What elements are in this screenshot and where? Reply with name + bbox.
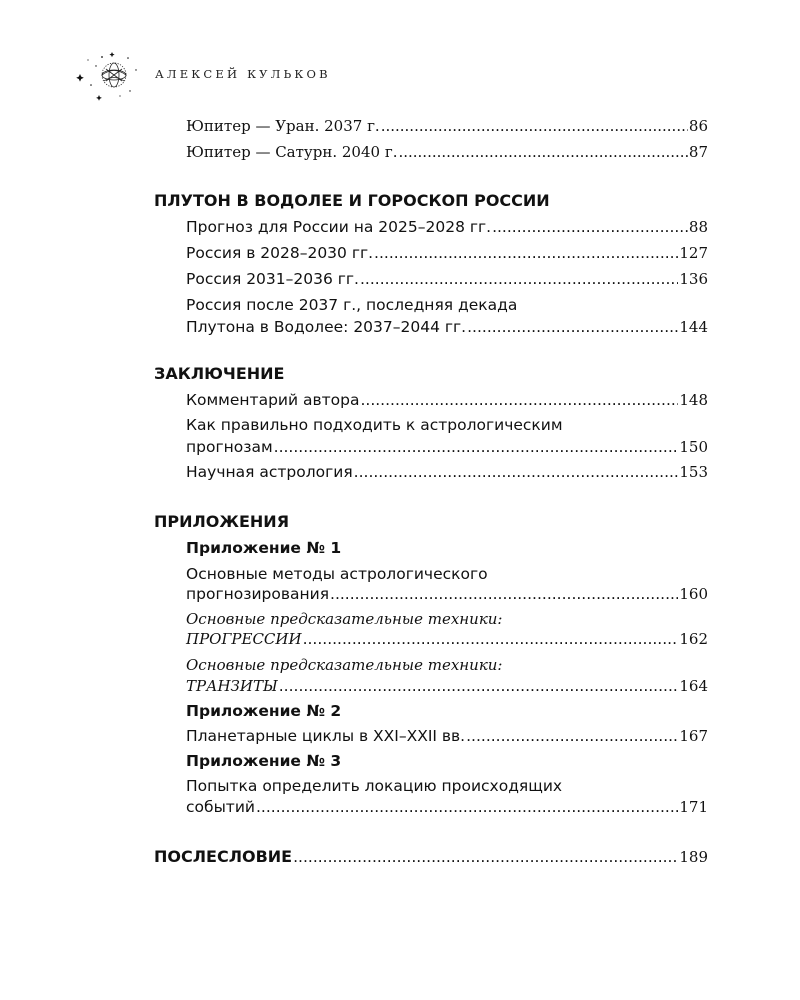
toc-entry-title: Юпитер — Сатурн. 2040 г. [186,143,398,161]
toc-entry[interactable] [186,462,708,482]
toc-entry-page: 144 [679,318,708,336]
toc-entry-title: Прогноз для России на 2025–2028 гг. [186,218,492,236]
toc-entry-page: 136 [679,270,708,288]
section-heading[interactable]: ЗАКЛЮЧЕНИЕ [154,364,285,383]
leader-dots [293,847,678,867]
toc-entry[interactable] [186,217,708,237]
toc-entry[interactable] [186,629,708,649]
toc-entry-title: Планетарные циклы в XXI–XXII вв. [186,727,466,745]
leader-dots [492,217,688,237]
toc-entry-page: 153 [679,463,708,481]
toc-entry-title-line2: Плутона в Водолее: 2037–2044 гг. [186,318,467,336]
toc-entry-page: 150 [679,438,708,456]
toc-entry-title-line2: ПРОГРЕССИИ [186,630,302,648]
toc-entry-page: 162 [679,630,708,648]
leader-dots [360,390,678,410]
toc-entry[interactable] [186,390,708,410]
leader-dots [354,462,679,482]
toc-entry-title: Юпитер — Уран. 2037 г. [186,117,380,135]
toc-entry[interactable] [186,116,708,136]
toc-entry-title-line1[interactable]: Основные методы астрологического [186,565,488,583]
toc-entry-title-line2: событий [186,798,255,816]
toc-entry-page: 171 [679,798,708,816]
section-heading[interactable]: ПРИЛОЖЕНИЯ [154,512,290,531]
subsection-heading[interactable]: Приложение № 1 [186,539,342,557]
toc-entry-title-line1[interactable]: Попытка определить локацию происходящих [186,777,563,795]
toc-entry-page: 88 [688,218,708,236]
leader-dots [360,269,678,289]
toc-entry[interactable] [186,142,708,162]
toc-entry-title: Научная астрология [186,463,353,481]
toc-entry-title: Комментарий автора [186,391,360,409]
leader-dots [330,584,678,604]
toc-entry[interactable] [186,437,708,457]
toc-entry-title: Россия в 2028–2030 гг. [186,244,374,262]
toc-entry[interactable] [186,243,708,263]
leader-dots [256,797,678,817]
celestial-sphere-logo-icon [70,48,148,104]
page-header [70,48,470,104]
toc-entry-page: 189 [679,848,708,866]
section-heading: ПОСЛЕСЛОВИЕ [154,847,293,866]
leader-dots [398,142,687,162]
toc-entry-page: 87 [688,143,708,161]
leader-dots [274,437,679,457]
toc-entry-page: 160 [679,585,708,603]
toc-entry[interactable] [186,797,708,817]
toc-entry[interactable] [186,269,708,289]
toc-entry-page: 148 [679,391,708,409]
section-heading[interactable]: ПЛУТОН В ВОДОЛЕЕ И ГОРОСКОП РОССИИ [154,191,550,210]
toc-entry[interactable] [186,726,708,746]
toc-entry-title-line2: ТРАНЗИТЫ [186,677,278,695]
subsection-heading[interactable]: Приложение № 2 [186,702,342,720]
toc-entry[interactable] [186,584,708,604]
author-name: АЛЕКСЕЙ КУЛЬКОВ [155,67,331,81]
toc-entry-title-line2: прогнозирования [186,585,330,603]
leader-dots [303,629,679,649]
subsection-heading[interactable]: Приложение № 3 [186,752,342,770]
toc-entry-title-line1[interactable]: Как правильно подходить к астрологическим [186,416,563,434]
toc-entry[interactable] [186,676,708,696]
leader-dots [381,116,688,136]
leader-dots [279,676,679,696]
toc-section-entry[interactable] [154,847,708,867]
toc-entry-page: 167 [679,727,708,745]
toc-entry-title-line2: прогнозам [186,438,273,456]
leader-dots [467,317,678,337]
toc-entry-page: 127 [679,244,708,262]
leader-dots [374,243,678,263]
toc-entry-page: 164 [679,677,708,695]
toc-entry-page: 86 [688,117,708,135]
toc-entry-title: Россия 2031–2036 гг. [186,270,359,288]
leader-dots [466,726,678,746]
toc-entry[interactable] [186,317,708,337]
toc-entry-title-line1[interactable]: Основные предсказательные техники: [186,610,503,628]
toc-entry-title-line1[interactable]: Основные предсказательные техники: [186,656,503,674]
toc-entry-title-line1[interactable]: Россия после 2037 г., последняя декада [186,296,518,314]
